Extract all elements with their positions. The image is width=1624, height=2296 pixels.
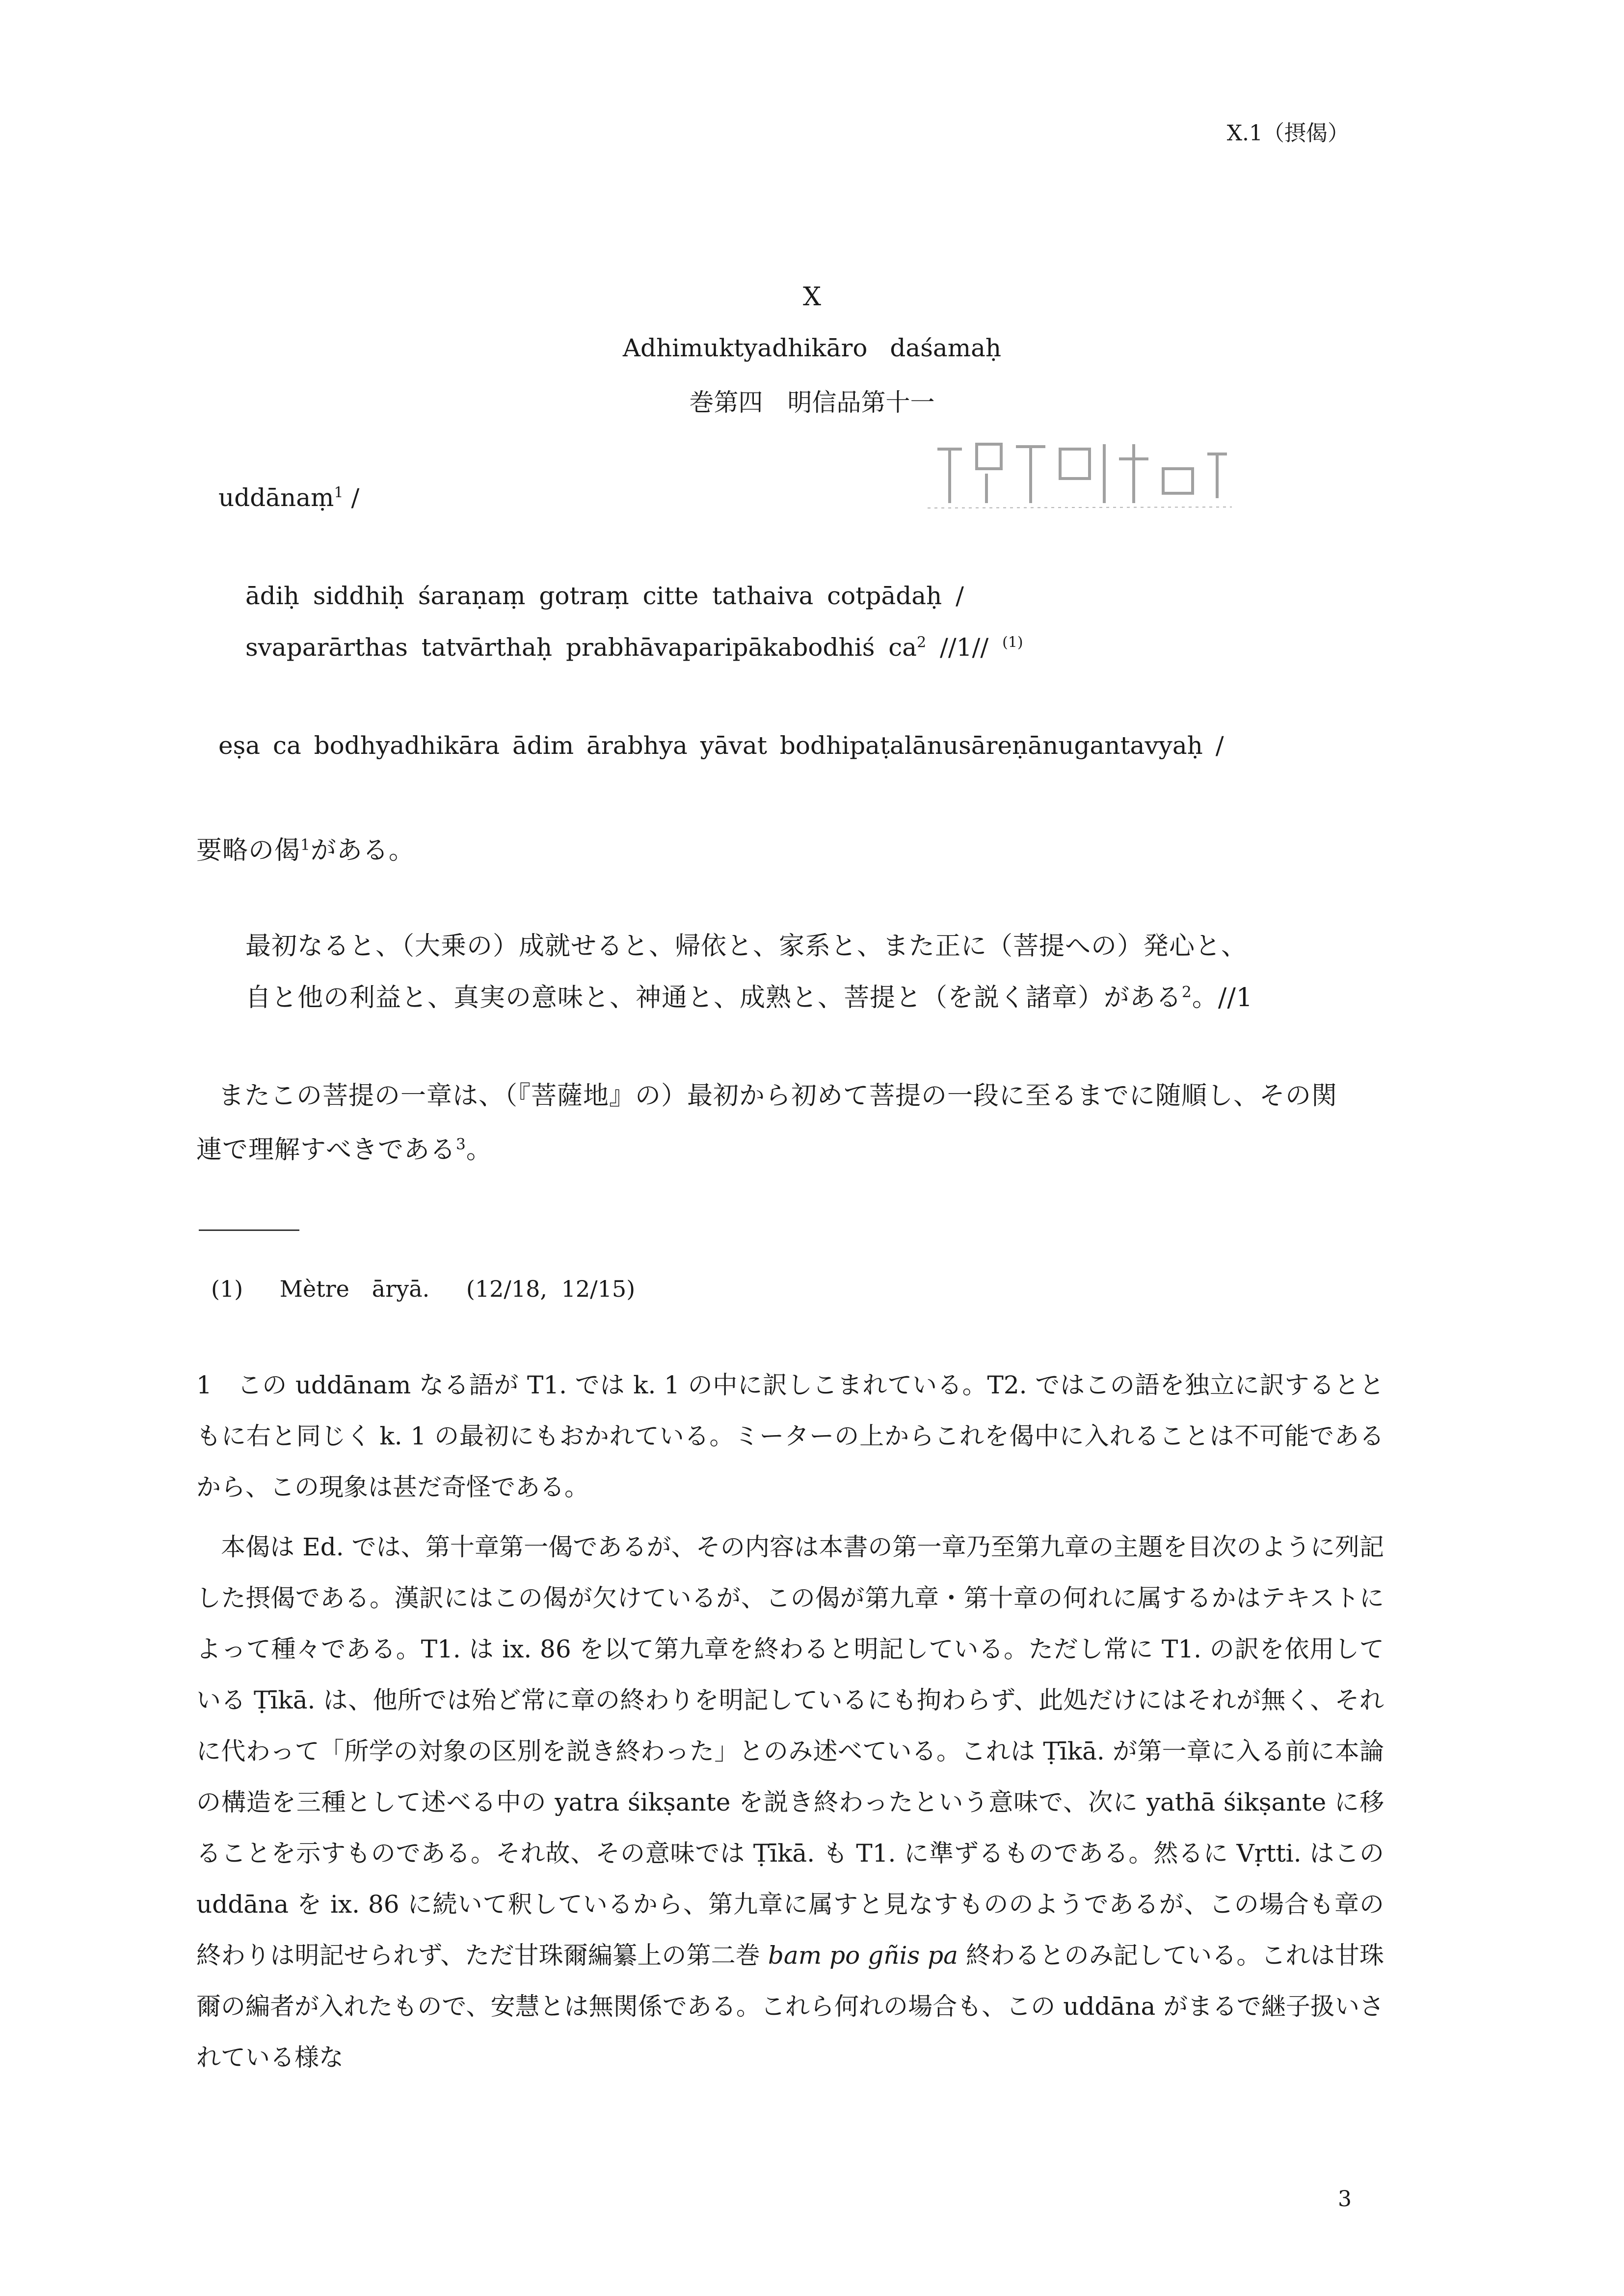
page-number: 3 [1338,2187,1352,2212]
translation-verse-line-2 [245,977,1253,1014]
footnote-meter: (1) Mètre āryā. (12/18, 12/15) [211,1276,636,1302]
verse-text: svaparārthas tatvārthaḥ prabhāvaparipākabodhiś ca [245,633,917,662]
sanskrit-verse-line-1 [245,582,964,610]
chapter-number: X [802,282,822,312]
verse-number: 。//1 [1192,983,1253,1013]
footnote-ref: 3 [455,1135,466,1153]
note-2-part-a: 本偈は Ed. では、第十章第一偈であるが、その内容は本書の第一章乃至第九章の主題を目次のように列記した摂偈である。漢訳にはこの偈が欠けているが、この偈が第九章・第十章の何れに属するかはテキストによって種々である。T1. は ix. 86 を以て第九章を終わると明記している。ただし常に T1. の訳を依用している Ṭīkā. は、他所では殆ど常に章の終わりを明記しているにも拘わらず、此処だけにはそれが無く、それに代わって「所学の対象の区別を説き終わった」とのみ述べている。これは Ṭīkā. が第一章に入る前に本論の構造を三種として述べる中の yatra śikṣante を説き終わったという意味で、次に yathā śikṣante に移ることを示すものである。それ故、その意味では Ṭīkā. も T1. に準ずるものである。然るに Vṛtti. はこの uddāna を ix. 86 に続いて釈しているから、第九章に属すと見なすもののようであるが、この場合も章の終わりは明記せられず、ただ甘珠爾編纂上の第二巻 [196,1533,1384,1970]
uddanam-punct: / [343,483,360,512]
footnote-ref: 2 [917,634,927,651]
verse-text: 自と他の利益と、真実の意味と、神通と、成熟と、菩提と（を説く諸章）がある [245,983,1182,1013]
footnote-ref: 1 [300,836,311,854]
heading-text-end: がある。 [310,836,415,865]
note-1 [196,1360,1384,1513]
note-2-part-b: 終わるとのみ記している。これは甘珠爾の編者が入れたもので、安慧とは無関係である。これら何れの場合も、この uddāna がまるで継子扱いされている様な [196,1941,1384,2072]
translation-prose-line-1: またこの菩提の一章は、（『菩薩地』の）最初から初めて菩提の一段に至るまでに随順し、その関 [218,1081,1338,1111]
translation-verse-line-1: 最初なると、（大乗の）成就せると、帰依と、家系と、また正に（菩提への）発心と、 [245,932,1248,961]
translation-prose-line-2 [196,1129,492,1166]
heading-text: 要略の偈 [196,836,301,865]
sanskrit-prose: eṣa ca bodhyadhikāra ādim ārabhya yāvat bodhipaṭalānusāreṇānugantavyaḥ / [218,731,1224,760]
prose-text-end: 。 [466,1135,492,1165]
sanskrit-verse-line-2 [245,633,1023,662]
uddanam-footnote-ref: 1 [334,484,344,502]
translation-heading [196,829,415,866]
verse-text: ādiḥ siddhiḥ śaraṇaṃ gotraṃ citte tathaiva cotpādaḥ / [245,582,964,610]
footnote-ref: 2 [1182,983,1192,1001]
library-stamp-image [918,429,1237,510]
meter-note-ref: (1) [1002,634,1023,651]
chapter-title-japanese: 巻第四 明信品第十一 [689,388,935,417]
verse-number: //1// [926,633,1003,662]
footnote-divider [199,1229,299,1231]
uddanam-line [218,483,359,512]
uddanam-word: uddānaṃ [218,483,334,512]
note-2 [196,1522,1384,2083]
note-1-text: 1 この uddānam なる語が T1. では k. 1 の中に訳しこまれている。T2. ではこの語を独立に訳するとともに右と同じく k. 1 の最初にもおかれている。ミーターの上からこれを偈中に入れることは不可能であるから、この現象は甚だ奇怪である。 [196,1371,1384,1501]
chapter-title-sanskrit: Adhimuktyadhikāro daśamaḥ [622,334,1002,362]
page-header: X.1（摂偈） [1226,121,1349,146]
note-2-text [196,1522,1384,2083]
note-2-italic-term: bam po gñis pa [768,1941,958,1970]
prose-text: 連で理解すべきである [196,1135,456,1165]
